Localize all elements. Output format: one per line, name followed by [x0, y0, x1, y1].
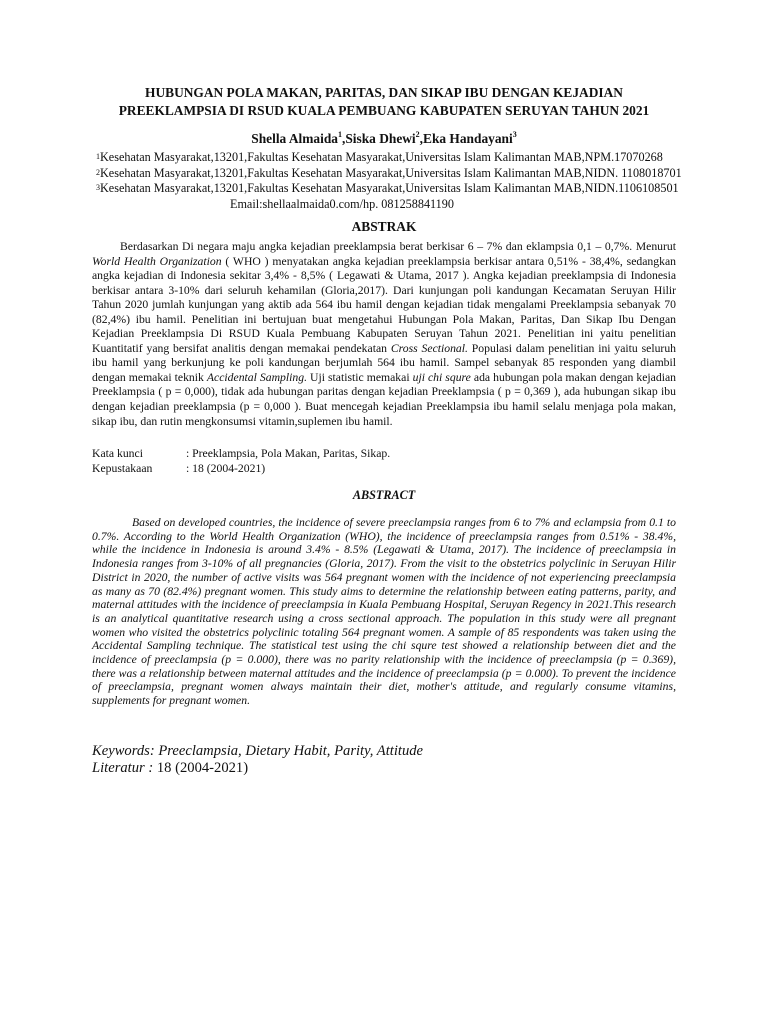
- affil-text: Kesehatan Masyarakat,13201,Fakultas Kesehatan Masyarakat,Universitas Islam Kalimantan MAB,NIDN. 1108018701: [100, 165, 682, 180]
- abstrak-heading: ABSTRAK: [351, 219, 417, 234]
- abstract-paragraph: Based on developed countries, the incidence of severe preeclampsia ranges from 6 to 7% and eclampsia from 0.1 to 0.7%. According to the World Health Organization (WHO), the incidence of preeclampsia ranges from 0.51% - 38.4%, while the incidence in Indonesia is around 3.4% - 8.5% (Legawati & Utama, 2017). The incidence of preeclampsia in Indonesia ranges from 3-10% of all pregnancies (Gloria, 2017). From the visit to the obstetrics polyclinic in Seruyan Hilir District in 2020, the number of active visits was 564 pregnant women with the incidence of not experiencing preeclampsia as many as 70 (82.4%) pregnant women. This study aims to determine the relationship between eating patterns, parity, and maternal attitudes with the incidence of preeclampsia in Kuala Pembuang Hospital, Seruyan Regency in 2021.This research is an analytical quantitative research using a cross sectional approach. The population in this study were all pregnant women who visited the obstetrics polyclinic totaling 564 pregnant women. A sample of 85 respondents was taken using the Accidental Sampling technique. The statistical test using the chi squre test showed a relationship between diet and the incidence of preeclampsia (p = 0.000), there was no parity relationship with the incidence of preeclampsia (p = 0.369), there was a relationship between maternal attitudes and the incidence of preeclampsia (p = 0.000). To prevent the incidence of preeclampsia, pregnant women always maintain their diet, mother's attitude, and regularly consume vitamins, supplements for pregnant women.: [92, 516, 676, 708]
- title-line-1: HUBUNGAN POLA MAKAN, PARITAS, DAN SIKAP IBU DENGAN KEJADIAN: [145, 85, 623, 100]
- author-name: Siska Dhewi: [345, 131, 416, 146]
- kata-kunci-label: Kata kunci: [92, 447, 143, 460]
- keywords-block-id: [92, 446, 390, 476]
- abstrak-italic-term: Cross Sectional.: [390, 341, 468, 355]
- title-line-2: PREEKLAMPSIA DI RSUD KUALA PEMBUANG KABUPATEN SERUYAN TAHUN 2021: [118, 103, 650, 118]
- kepustakaan-value: : 18 (2004-2021): [186, 462, 266, 475]
- abstract-heading: ABSTRACT: [352, 488, 416, 502]
- abstrak-text: Populasi dalam penelitian ini yaitu seluruh ibu hamil yang berkunjung ke poli kandungan berjumlah 564 ibu hamil. Sampel sebanyak 85 responden yang diambil dengan memakai teknik: [92, 341, 677, 384]
- abstrak-paragraph: [92, 240, 676, 429]
- paper-title: [60, 84, 708, 120]
- affiliations: [96, 150, 682, 212]
- author-affil-mark: 1: [337, 130, 342, 139]
- literatur-line: [92, 760, 423, 777]
- abstrak-italic-term: World Health Organization: [92, 254, 222, 268]
- author-list: Shella Almaida$^1$,Siska Dhewi$^2$,Eka Handayani$^3$: [251, 130, 517, 146]
- kepustakaan-row: [92, 461, 390, 476]
- affiliation-line: [96, 150, 682, 166]
- kata-kunci-row: [92, 446, 390, 461]
- author-affil-mark: 2: [415, 130, 420, 139]
- kepustakaan-label: Kepustakaan: [92, 462, 153, 475]
- abstrak-text: Berdasarkan Di negara maju angka kejadian preeklampsia berat berkisar 6 – 7% dan eklampsia 0,1 – 0,7%. Menurut: [120, 240, 676, 253]
- abstrak-text: ( WHO ) menyatakan angka kejadian preeklampsia berkisar antara 0,51% - 38,4%, sedangkan angka kejadian di Indonesia sekitar 3,4% - 8,5% ( Legawati & Utama, 2017 ). Angka kejadian preeklampsia di Indonesia berkisar antara 3-10% dari seluruh kehamilan (Gloria,2017). Dari kunjungan poli kandungan Kecamatan Seruyan Hilir Tahun 2020 jumlah kunjungan yang aktib ada 564 ibu hamil dengan kejadian tidak mengalami Preeklampsia sebanyak 70 (82,4%) ibu hamil. Penelitian ini bertujuan buat mengetahui Hubungan Pola Makan, Paritas, Dan Sikap Ibu Dengan Kejadian Preeklampsia Di RSUD Kuala Pembuang Kabupaten Seruyan Tahun 2021. Penelitian ini yaitu penelitian Kuantitatif yang bersifat analitis dengan memakai pendekatan: [92, 254, 676, 355]
- affil-text: Kesehatan Masyarakat,13201,Fakultas Kesehatan Masyarakat,Universitas Islam Kalimantan MAB,NPM.17070268: [100, 150, 663, 164]
- author-affil-mark: 3: [512, 130, 517, 139]
- abstract-body: [92, 516, 676, 708]
- abstrak-italic-term: uji chi squre: [412, 370, 471, 384]
- affil-mark: 2: [96, 167, 100, 177]
- abstrak-body: [92, 240, 676, 429]
- literatur-value: 18 (2004-2021): [153, 759, 249, 776]
- affil-mark: 1: [96, 152, 100, 161]
- keywords-en-line: Keywords: Preeclampsia, Dietary Habit, Parity, Attitude: [92, 743, 424, 759]
- contact-email: Email:shellaalmaida0.com/hp. 081258841190: [230, 196, 454, 211]
- abstrak-text: ada hubungan pola makan dengan kejadian Preeklampsia ( p = 0,000), tidak ada hubungan paritas dengan kejadian Preeklampsia ( p = 0,369 ), ada hubungan sikap ibu dengan kejadian preeklampsia (p = 0,000 ). Buat mencegah kejadian Preeklampsia ibu hamil selalu menjaga pola makan, sikap ibu, dan rutin mengkonsumsi vitamin,suplemen ibu hamil.: [92, 370, 676, 428]
- kata-kunci-value: : Preeklampsia, Pola Makan, Paritas, Sikap.: [186, 447, 391, 460]
- abstrak-italic-term: Accidental Sampling.: [206, 370, 307, 384]
- affil-mark: 3: [96, 183, 100, 192]
- affiliation-line: [96, 181, 682, 197]
- author-name: Shella Almaida: [251, 131, 338, 146]
- author-name: Eka Handayani: [423, 131, 513, 146]
- keywords-block-en: [92, 743, 423, 776]
- affil-text: Kesehatan Masyarakat,13201,Fakultas Kesehatan Masyarakat,Universitas Islam Kalimantan MAB,NIDN.1106108501: [100, 181, 679, 195]
- literatur-label: Literatur :: [92, 759, 154, 776]
- abstrak-text: Uji statistic memakai: [307, 370, 413, 384]
- affiliation-line: [96, 166, 682, 182]
